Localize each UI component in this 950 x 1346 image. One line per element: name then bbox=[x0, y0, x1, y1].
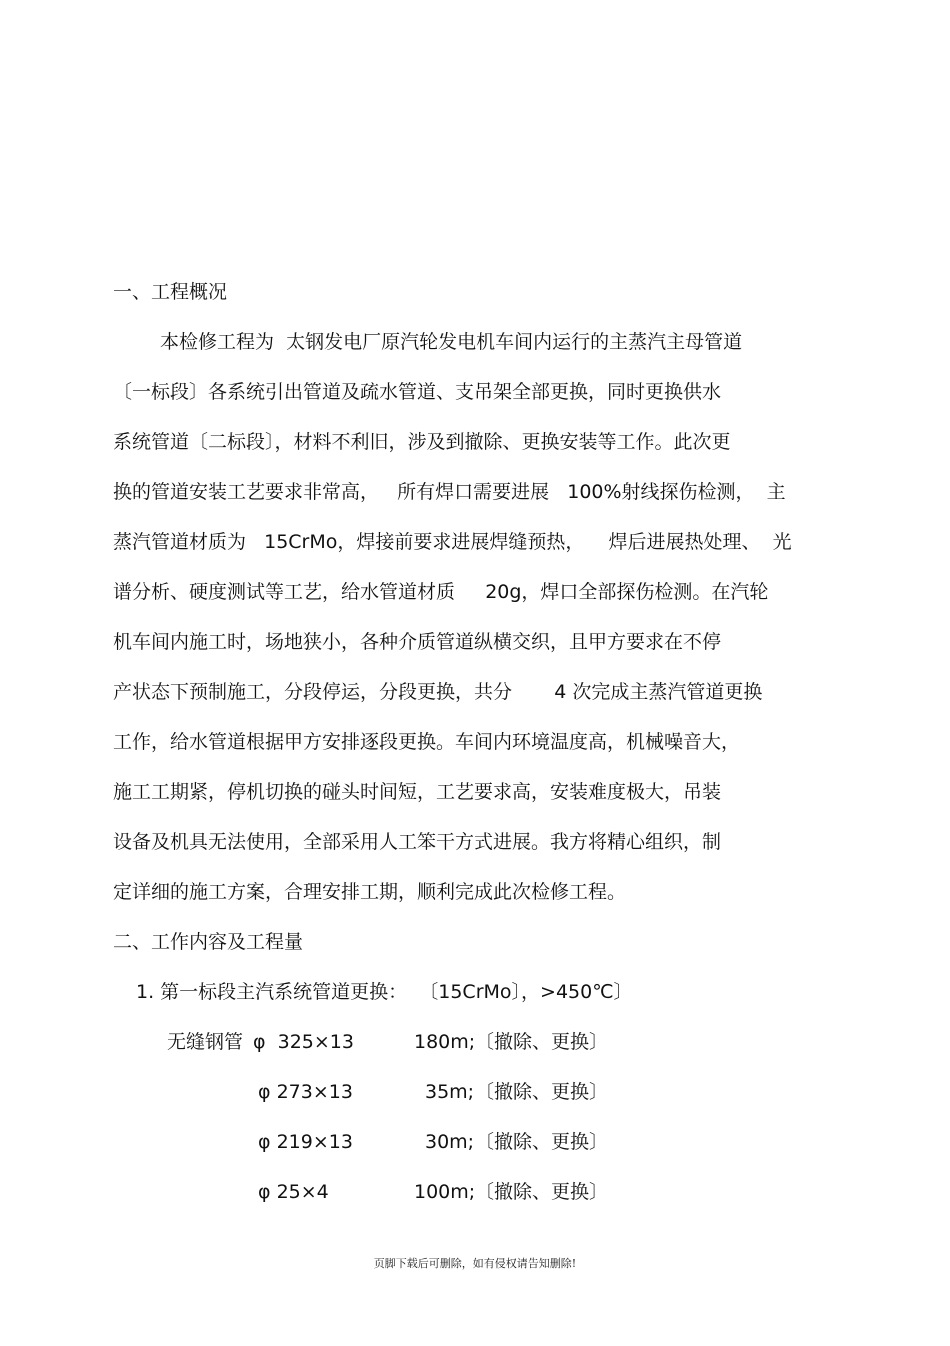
paragraph-line: 设备及机具无法使用，全部采用人工笨干方式进展。我方将精心组织，制 bbox=[113, 831, 722, 853]
pipe-spec: φ 219×13 bbox=[258, 1131, 353, 1153]
pipe-note: 〔撤除、更换〕 bbox=[475, 1031, 609, 1053]
pipe-length: 100m; bbox=[414, 1181, 476, 1203]
pipe-type: 无缝钢管 bbox=[167, 1031, 244, 1053]
pipe-spec: φ 325×13 bbox=[253, 1031, 354, 1053]
paragraph-line: 产状态下预制施工，分段停运，分段更换，共分 4 次完成主蒸汽管道更换 bbox=[113, 681, 763, 703]
pipe-length: 35m; bbox=[425, 1081, 475, 1103]
paragraph-line: 谱分析、硬度测试等工艺，给水管道材质 20g，焊口全部探伤检测。在汽轮 bbox=[113, 581, 769, 603]
pipe-length: 180m; bbox=[414, 1031, 476, 1053]
item-1-title: 1. 第一标段主汽系统管道更换： 〔15CrMo〕，>450℃〕 bbox=[136, 981, 633, 1003]
paragraph-line: 定详细的施工方案，合理安排工期，顺利完成此次检修工程。 bbox=[113, 881, 627, 903]
pipe-note: 〔撤除、更换〕 bbox=[475, 1131, 609, 1153]
paragraph-line: 系统管道〔二标段〕，材料不利旧，涉及到撤除、更换安装等工作。此次更 bbox=[113, 431, 731, 453]
paragraph-line: 〔一标段〕各系统引出管道及疏水管道、支吊架全部更换，同时更换供水 bbox=[113, 381, 722, 403]
pipe-length: 30m; bbox=[425, 1131, 475, 1153]
pipe-spec: φ 273×13 bbox=[258, 1081, 353, 1103]
paragraph-line: 机车间内施工时，场地狭小，各种介质管道纵横交织，且甲方要求在不停 bbox=[113, 631, 722, 653]
pipe-note: 〔撤除、更换〕 bbox=[475, 1081, 609, 1103]
section-heading-overview: 一、工程概况 bbox=[113, 281, 228, 303]
pipe-note: 〔撤除、更换〕 bbox=[475, 1181, 609, 1203]
paragraph-line: 工作，给水管道根据甲方安排逐段更换。车间内环境温度高，机械噪音大， bbox=[113, 731, 741, 753]
paragraph-line: 施工工期紧，停机切换的碰头时间短，工艺要求高，安装难度极大，吊装 bbox=[113, 781, 722, 803]
paragraph-line: 本检修工程为 太钢发电厂原汽轮发电机车间内运行的主蒸汽主母管道 bbox=[160, 331, 743, 353]
pipe-row bbox=[0, 1180, 950, 1300]
pipe-spec: φ 25×4 bbox=[258, 1181, 329, 1203]
paragraph-line: 换的管道安装工艺要求非常高， 所有焊口需要进展 100%射线探伤检测， 主 bbox=[113, 481, 786, 503]
section-heading-work-content: 二、工作内容及工程量 bbox=[113, 931, 304, 953]
page-footer: 页脚下载后可删除，如有侵权请告知删除! bbox=[373, 1257, 577, 1270]
paragraph-line: 蒸汽管道材质为 15CrMo，焊接前要求进展焊缝预热， 焊后进展热处理、 光 bbox=[113, 531, 792, 553]
